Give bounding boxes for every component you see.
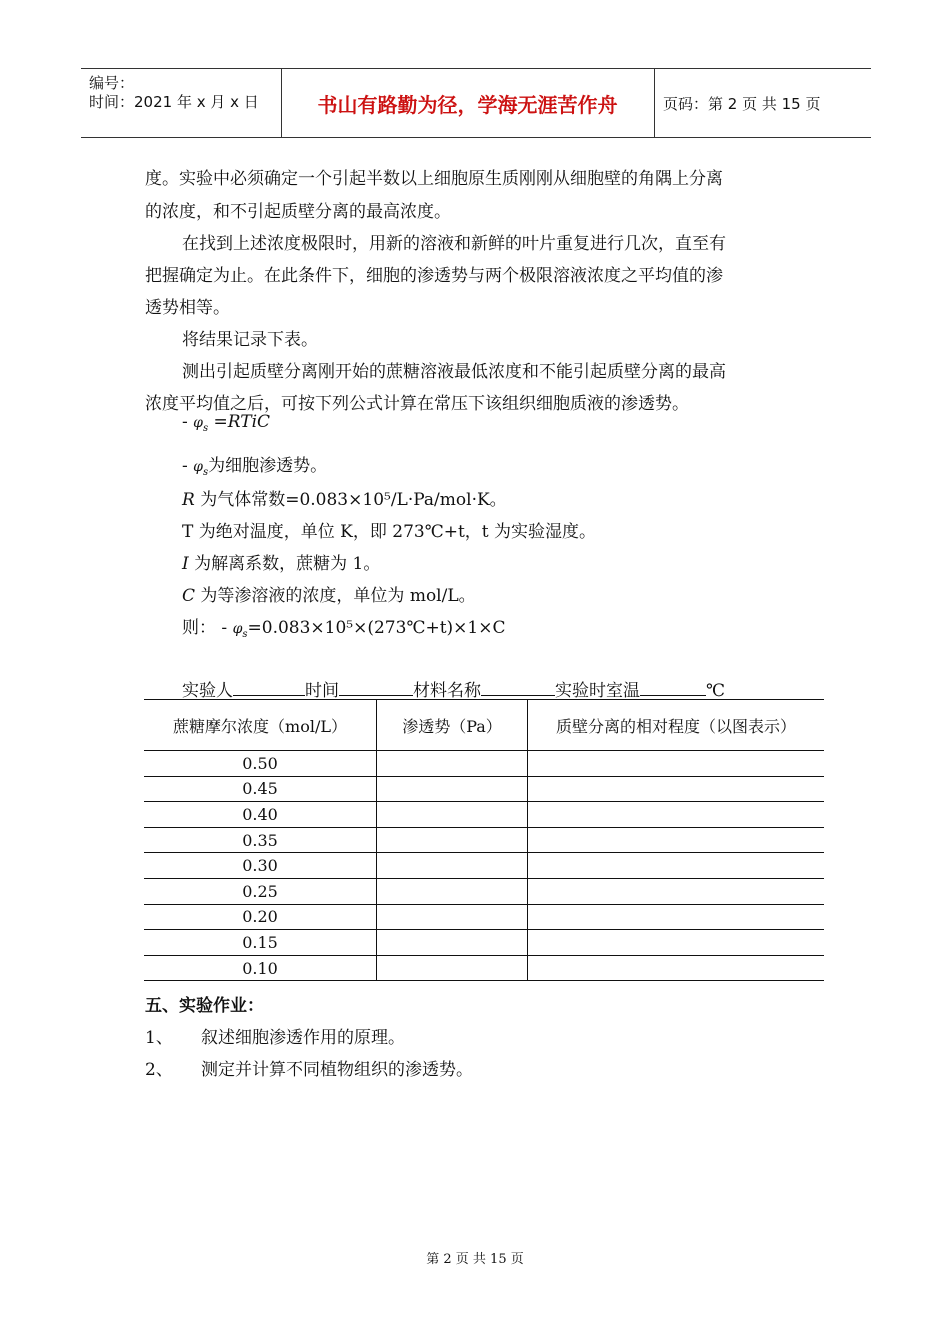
- table-row: 0.25: [144, 878, 824, 904]
- result-formula: 则： - $\varphi_s=0.083\times 10^5\times(273℃+t)\times 1\times C$: [182, 618, 506, 640]
- definition-r: R 为气体常数=0.083×10⁵/L·Pa/mol·K。: [182, 490, 507, 510]
- table-row: 0.30: [144, 853, 824, 879]
- table-row: 0.45: [144, 776, 824, 802]
- homework-title: 五、实验作业：: [145, 996, 264, 1016]
- page-footer: 第 2 页 共 15 页: [426, 1252, 524, 1267]
- table-row: 0.10: [144, 955, 824, 981]
- header-page-info: 页码：第 2 页 共 15 页: [663, 94, 821, 113]
- formula-minus: -: [182, 412, 188, 432]
- paragraph-line: 透势相等。: [145, 298, 230, 318]
- table-caption: 实验人 时间 材料名称 实验时室温 ℃: [182, 681, 726, 701]
- homework-item-1: 1、 叙述细胞渗透作用的原理。: [145, 1028, 405, 1048]
- definition-c: C 为等渗溶液的浓度，单位为 mol/L。: [182, 586, 476, 606]
- header-meta: [81, 69, 282, 137]
- doc-number: 编号：: [89, 74, 135, 92]
- paragraph-line: 把握确定为止。在此条件下，细胞的渗透势与两个极限溶液浓度之平均值的渗: [145, 266, 723, 286]
- formula: [182, 412, 270, 434]
- paragraph-line: 浓度平均值之后，可按下列公式计算在常压下该组织细胞质液的渗透势。: [145, 394, 689, 414]
- table-row: 0.50: [144, 751, 824, 777]
- doc-date: 时间：2021 年 x 月 x 日: [89, 93, 259, 111]
- definition-phi: - $\varphi_s$为细胞渗透势。: [182, 456, 328, 478]
- table-row: 0.40: [144, 802, 824, 828]
- table-row: 0.35: [144, 827, 824, 853]
- definition-t: T 为绝对温度，单位 K，即 273℃+t，t 为实验湿度。: [182, 522, 597, 542]
- paragraph-line: 的浓度，和不引起质壁分离的最高浓度。: [145, 202, 451, 222]
- paragraph-line: 在找到上述浓度极限时，用新的溶液和新鲜的叶片重复进行几次，直至有: [182, 234, 726, 254]
- phi-symbol: $\varphi_s$: [193, 415, 209, 434]
- paragraph-line: 测出引起质壁分离刚开始的蔗糖溶液最低浓度和不能引起质壁分离的最高: [182, 362, 726, 382]
- definition-i: I 为解离系数，蔗糖为 1。: [182, 554, 381, 574]
- table-row: 0.15: [144, 930, 824, 956]
- page-header: [81, 68, 871, 138]
- results-table: [144, 699, 824, 981]
- header-osmotic-potential: 渗透势（Pa）: [377, 700, 528, 751]
- header-plasmolysis-degree: 质壁分离的相对程度（以图表示）: [528, 700, 825, 751]
- paragraph-line: 将结果记录下表。: [182, 330, 318, 350]
- header-concentration: 蔗糖摩尔浓度（mol/L）: [144, 700, 377, 751]
- header-motto: 书山有路勤为径，学海无涯苦作舟: [281, 69, 655, 137]
- table-row: 0.20: [144, 904, 824, 930]
- paragraph-line: 度。实验中必须确定一个引起半数以上细胞原生质刚刚从细胞壁的角隅上分离: [145, 169, 723, 189]
- formula-rhs: =RTiC: [208, 412, 271, 432]
- homework-item-2: 2、 测定并计算不同植物组织的渗透势。: [145, 1060, 473, 1080]
